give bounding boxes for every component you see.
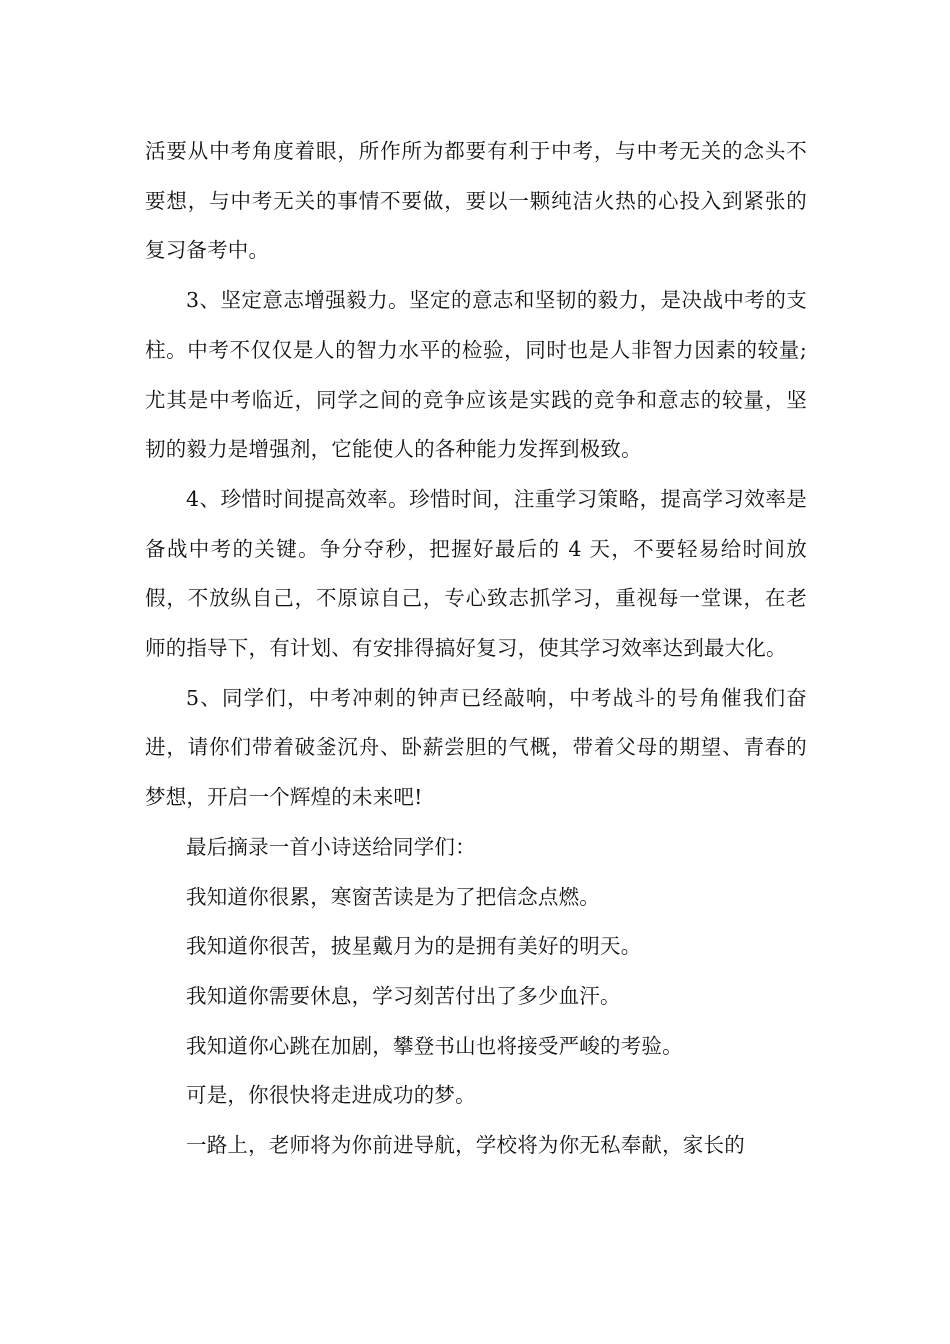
poem-line-4: 我知道你心跳在加剧，攀登书山也将接受严峻的考验。 xyxy=(186,1033,683,1058)
poem-line-1: 我知道你很累，寒窗苦读是为了把信念点燃。 xyxy=(186,884,600,909)
paragraph-point-5: 5、同学们，中考冲刺的钟声已经敲响，中考战斗的号角催我们奋进，请你们带着破釜沉舟、卧薪尝胆的气概，带着父母的期望、青春的梦想，开启一个辉煌的未来吧! xyxy=(145,685,807,810)
poem-intro: 最后摘录一首小诗送给同学们： xyxy=(186,834,476,859)
poem-line-5: 可是，你很快将走进成功的梦。 xyxy=(186,1083,476,1108)
poem-line-3: 我知道你需要休息，学习刻苦付出了多少血汗。 xyxy=(186,983,621,1008)
paragraph-point-4: 4、珍惜时间提高效率。珍惜时间，注重学习策略，提高学习效率是备战中考的关键。争分夺秒，把握好最后的 4 天，不要轻易给时间放假，不放纵自己，不原谅自己，专心致志抓学习，重视每一堂课，在老师的指导下，有计划、有安排得搞好复习，使其学习效率达到最大化。 xyxy=(145,486,807,661)
poem-closing-line: 一路上，老师将为你前进导航，学校将为你无私奉献，家长的 xyxy=(186,1133,745,1158)
paragraph-continued: 活要从中考角度着眼，所作所为都要有利于中考，与中考无关的念头不要想，与中考无关的事情不要做，要以一颗纯洁火热的心投入到紧张的复习备考中。 xyxy=(145,139,807,263)
document-body xyxy=(145,127,807,1171)
paragraph-point-3: 3、坚定意志增强毅力。坚定的意志和坚韧的毅力，是决战中考的支柱。中考不仅仅是人的智力水平的检验，同时也是人非智力因素的较量;尤其是中考临近，同学之间的竞争应该是实践的竞争和意志的较量，坚韧的毅力是增强剂，它能使人的各种能力发挥到极致。 xyxy=(145,288,807,462)
poem-line-2: 我知道你很苦，披星戴月为的是拥有美好的明天。 xyxy=(186,934,642,959)
